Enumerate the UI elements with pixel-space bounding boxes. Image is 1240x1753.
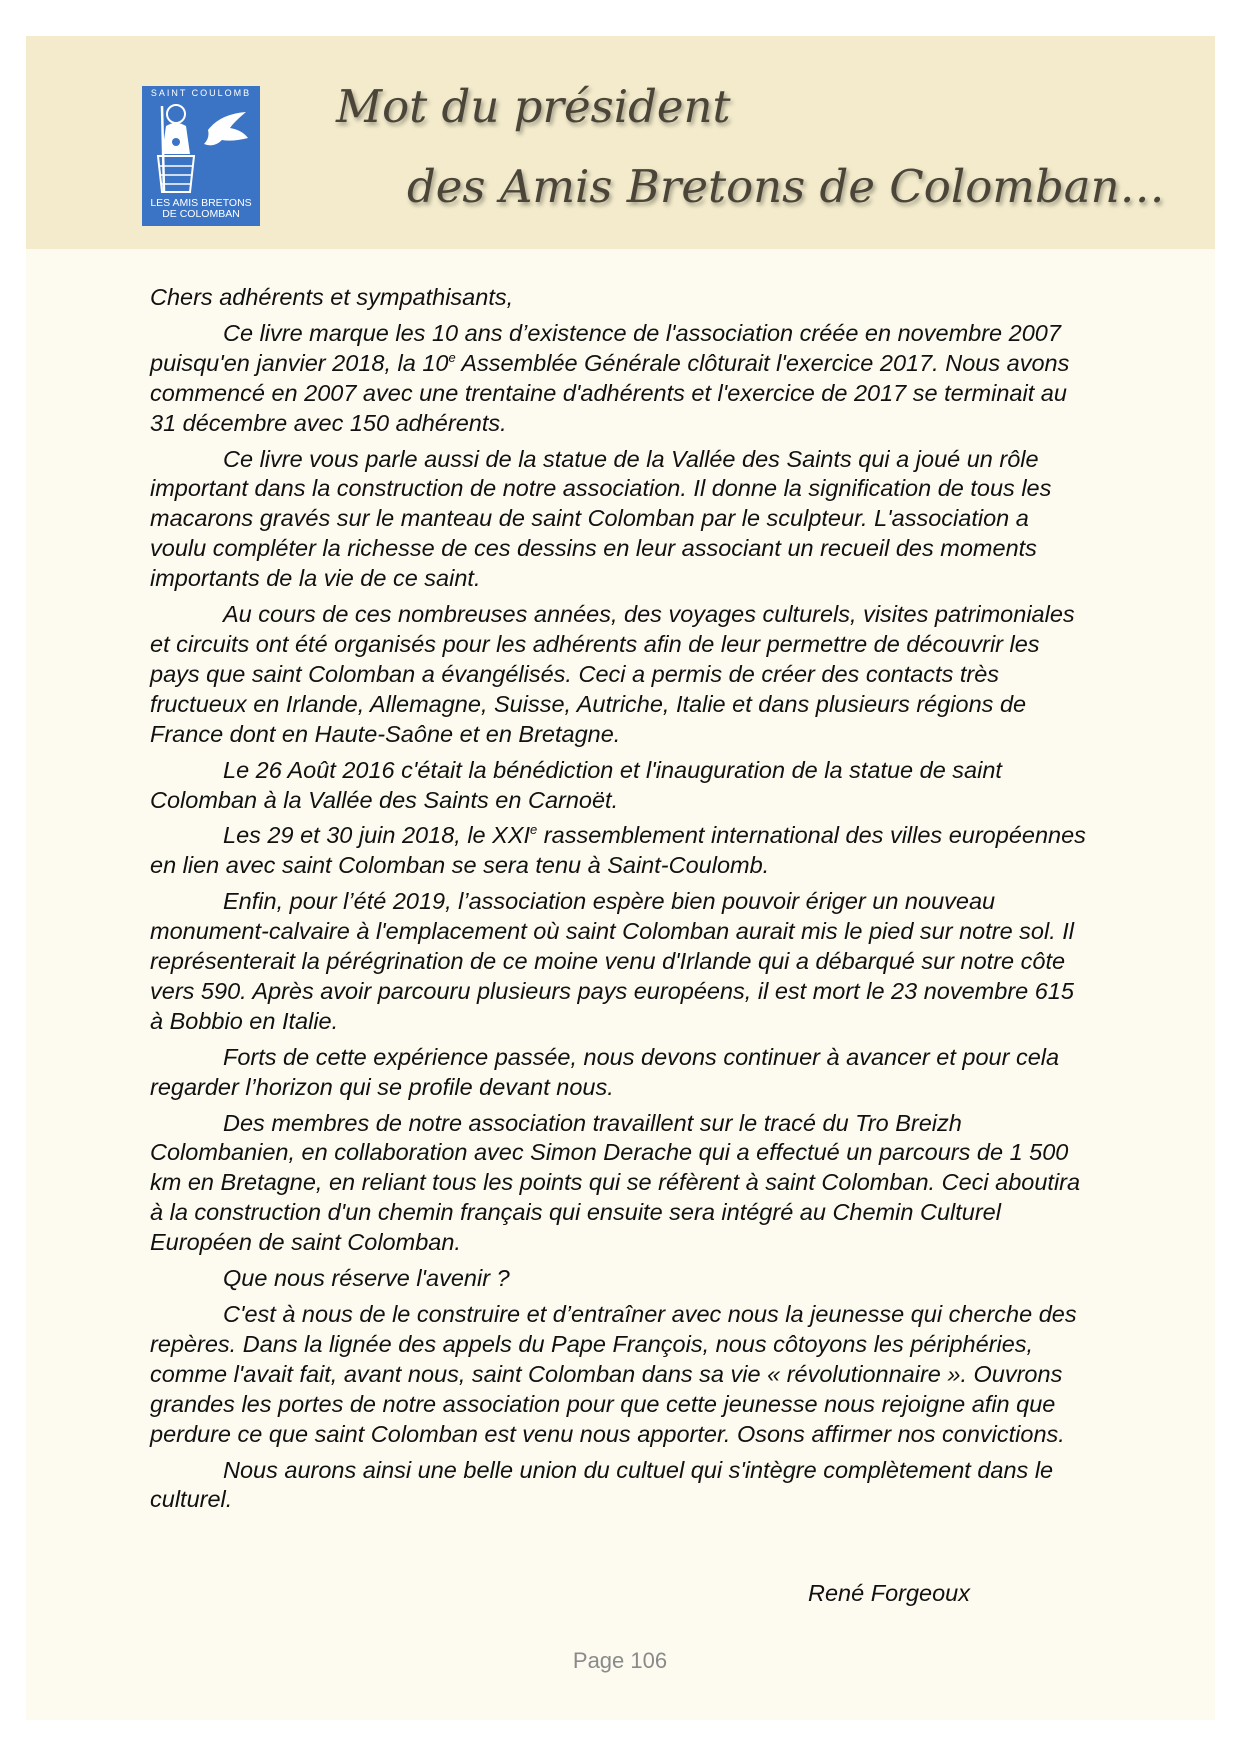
saint-and-dove-icon [150,100,252,196]
paragraph-5-part-a: Les 29 et 30 juin 2018, le XXI [223,822,531,849]
letter-body [150,283,1090,1521]
paragraph-10: C'est à nous de le construire et d’entraîner avec nous la jeunesse qui cherche des repères. Dans la lignée des appels du Pape François, nous côtoyons les périphéries, comme l'avait fait, avant nous, saint Colomban dans sa vie « révolutionnaire ». Ouvrons grandes les portes de notre association pour que cette jeunesse nous rejoigne afin que perdure ce que saint Colomban est venu nous apporter. Osons affirmer nos convictions. [150,1301,1077,1447]
paragraph-8: Des membres de notre association travaillent sur le tracé du Tro Breizh Colombanien, en collaboration avec Simon Derache qui a effectué un parcours de 1 500 km en Bretagne, en reliant tous les points qui se réfèrent à saint Colomban. Ceci aboutira à la construction d'un chemin français qui ensuite sera intégré au Chemin Culturel Européen de saint Colomban. [150,1109,1081,1256]
paragraph-4: Le 26 Août 2016 c'était la bénédiction et l'inauguration de la statue de saint Colomban à la Vallée des Saints en Carnoët. [150,756,1002,813]
logo-bottom-line-1: LES AMIS BRETONS [150,197,252,209]
superscript: e [530,822,538,838]
logo-bottom-text [142,198,260,220]
paragraph-9: Que nous réserve l'avenir ? [223,1265,510,1292]
paragraph-1 [150,319,1090,439]
page-number: Page 106 [572,1648,668,1673]
paragraph-1-part-a: Ce livre marque les 10 ans d’existence de l'association créée en novembre 2007 puisqu'en janvier 2018, la 10 [150,319,1061,376]
logo-bottom-line-2: DE COLOMBAN [162,208,240,220]
paragraph-1-part-b: Assemblée Générale clôturait l'exercice 2017. Nous avons commencé en 2007 avec une trentaine d'adhérents et l'exercice de 2017 se terminait au 31 décembre avec 150 adhérents. [150,349,1070,436]
paragraph-7: Forts de cette expérience passée, nous devons continuer à avancer et pour cela regarder l’horizon qui se profile devant nous. [150,1043,1060,1100]
greeting: Chers adhérents et sympathisants, [150,284,514,310]
page-title-line-1: Mot du président [336,80,731,133]
association-logo [142,86,260,226]
superscript: e [448,349,456,365]
logo-top-text: SAINT COULOMB [150,88,252,98]
paragraph-5-part-b: rassemblement international des villes européennes en lien avec saint Colomban se sera tenu à Saint-Coulomb. [150,822,1086,879]
paragraph-6: Enfin, pour l’été 2019, l’association espère bien pouvoir ériger un nouveau monument-calvaire à l'emplacement où saint Colomban aurait mis le pied sur notre sol. Il représenterait la pérégrination de ce moine venu d'Irlande qui a débarqué sur notre côte vers 590. Après avoir parcouru plusieurs pays européens, il est mort le 23 novembre 615 à Bobbio en Italie. [150,888,1075,1034]
signature: René Forgeoux [808,1580,970,1606]
page-title-line-2: des Amis Bretons de Colomban… [407,160,1165,213]
paragraph-5 [150,821,1090,881]
paragraph-11: Nous aurons ainsi une belle union du cultuel qui s'intègre complètement dans le culturel. [150,1456,1054,1513]
paragraph-3: Au cours de ces nombreuses années, des voyages culturels, visites patrimoniales et circuits ont été organisés pour les adhérents afin de leur permettre de découvrir les pays que saint Colomban a évangélisés. Ceci a permis de créer des contacts très fructueux en Irlande, Allemagne, Suisse, Autriche, Italie et dans plusieurs régions de France dont en Haute-Saône et en Bretagne. [150,601,1075,747]
paragraph-2: Ce livre vous parle aussi de la statue de la Vallée des Saints qui a joué un rôle important dans la construction de notre association. Il donne la signification de tous les macarons gravés sur le manteau de saint Colomban par le sculpteur. L'association a voulu compléter la richesse de ces dessins en leur associant un recueil des moments importants de la vie de ce saint. [150,445,1052,592]
